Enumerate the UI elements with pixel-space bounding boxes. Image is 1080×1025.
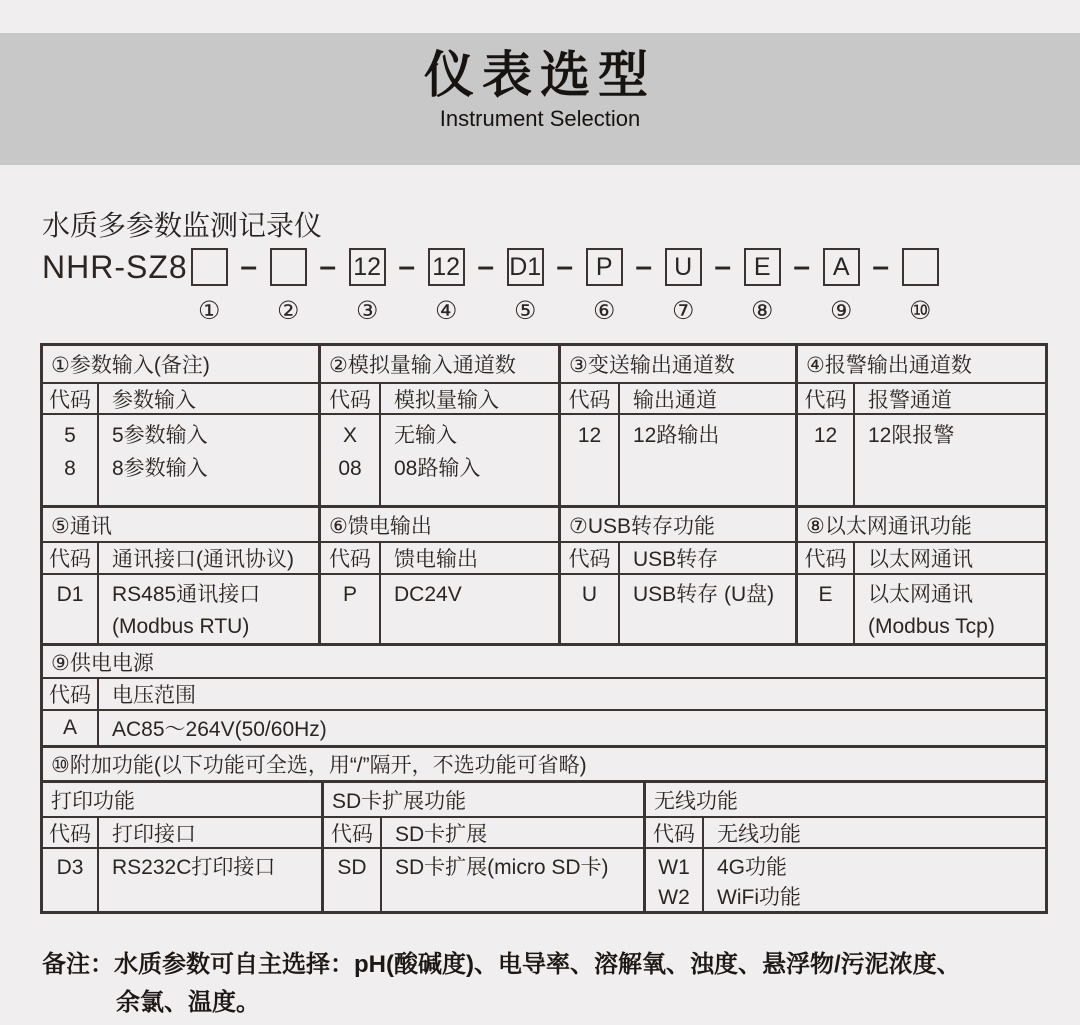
code-value: U <box>581 583 598 606</box>
dash-separator: – <box>319 250 337 283</box>
segment-number-4: ④ <box>434 297 458 325</box>
model-code-box-5: D1 <box>507 248 544 286</box>
band5-sec1-code-label: 代码 <box>43 818 99 849</box>
remark-text: 水质参数可自主选择：pH(酸碱度)、电导率、溶解氧、浊度、悬浮物/污泥浓度、 <box>114 951 961 978</box>
band2-sec2-codes <box>321 575 381 643</box>
model-prefix: NHR-SZ8 <box>42 249 188 285</box>
model-code-box-3: 12 <box>349 248 386 286</box>
band3-code-label: 代码 <box>43 679 99 711</box>
band1-section1-title: ①参数输入(备注) <box>43 346 321 384</box>
band1-sec3-code-label: 代码 <box>561 384 620 415</box>
band2-section1-title: ⑤通讯 <box>43 508 321 543</box>
band2-sec3-code-label: 代码 <box>561 543 620 575</box>
remark-note <box>42 946 961 1022</box>
band5-section3-title: 无线功能 <box>646 783 1045 818</box>
table-band-1 <box>43 346 1045 505</box>
selection-table <box>40 343 1048 914</box>
table-band-5 <box>43 780 1045 911</box>
dash-separator: – <box>635 250 653 283</box>
code-value: 8 <box>64 457 76 480</box>
code-value: D3 <box>56 856 84 879</box>
desc-value: 8参数输入 <box>112 457 208 480</box>
model-code-box-2 <box>270 248 307 286</box>
band5-sec3-desc-label: 无线功能 <box>704 818 1045 849</box>
band2-section2-title: ⑥馈电输出 <box>321 508 561 543</box>
band1-sec2-code-label: 代码 <box>321 384 381 415</box>
segment-number-6: ⑥ <box>592 297 616 325</box>
code-value: W2 <box>658 886 690 909</box>
model-code-box-6: P <box>586 248 623 286</box>
table-band-3 <box>43 643 1045 745</box>
title-banner <box>0 33 1080 165</box>
band1-sec2-codes <box>321 415 381 505</box>
desc-value: 4G功能 <box>717 856 788 879</box>
band3-desc-label: 电压范围 <box>99 679 1045 711</box>
table-band-2 <box>43 505 1045 643</box>
desc-value: 以太网通讯 <box>868 583 973 606</box>
band5-sec2-codes <box>324 849 382 911</box>
model-segment-3 <box>349 248 386 324</box>
model-segment-4 <box>428 248 465 324</box>
band2-sec1-desc-label: 通讯接口(通讯协议) <box>99 543 321 575</box>
code-value: X <box>342 424 357 447</box>
desc-value: SD卡扩展(micro SD卡) <box>395 856 609 879</box>
model-code-row <box>42 248 939 324</box>
model-segment-10 <box>902 248 939 324</box>
code-value: P <box>342 583 357 606</box>
remark-label: 备注： <box>42 951 114 978</box>
dash-separator: – <box>556 250 574 283</box>
desc-value: 08路输入 <box>394 457 481 480</box>
band3-code-value: A <box>43 711 99 745</box>
desc-value: 12限报警 <box>868 424 955 447</box>
band1-sec4-descs <box>855 415 1045 505</box>
desc-value-line2: (Modbus RTU) <box>112 615 250 638</box>
band1-sec2-descs <box>381 415 561 505</box>
desc-value: RS232C打印接口 <box>112 856 276 879</box>
dash-separator: – <box>793 250 811 283</box>
desc-value: 5参数输入 <box>112 424 208 447</box>
band1-section2-title: ②模拟量输入通道数 <box>321 346 561 384</box>
band1-sec4-codes <box>798 415 855 505</box>
segment-number-10: ⑩ <box>908 297 932 325</box>
band2-sec1-code-label: 代码 <box>43 543 99 575</box>
segment-number-7: ⑦ <box>671 297 695 325</box>
band5-sec3-codes <box>646 849 704 911</box>
desc-value: 12路输出 <box>633 424 720 447</box>
page-title: 仪表选型 <box>424 47 656 103</box>
model-code-box-10 <box>902 248 939 286</box>
model-code-box-1 <box>191 248 228 286</box>
segment-number-5: ⑤ <box>513 297 537 325</box>
model-code-box-9: A <box>823 248 860 286</box>
segment-number-9: ⑨ <box>829 297 853 325</box>
code-value: E <box>818 583 833 606</box>
band5-sec2-descs <box>382 849 646 911</box>
band3-desc-value: AC85～264V(50/60Hz) <box>112 718 327 741</box>
code-value: SD <box>337 856 367 879</box>
dash-separator: – <box>398 250 416 283</box>
page-subtitle: Instrument Selection <box>439 106 641 131</box>
desc-value: 无输入 <box>394 424 457 447</box>
dash-separator: – <box>872 250 890 283</box>
code-value: 12 <box>577 424 602 447</box>
band2-sec3-descs <box>620 575 798 643</box>
band2-sec1-descs <box>99 575 321 643</box>
model-code-box-4: 12 <box>428 248 465 286</box>
dash-separator: – <box>477 250 495 283</box>
band5-sec2-code-label: 代码 <box>324 818 382 849</box>
desc-value: USB转存 (U盘) <box>633 583 775 606</box>
band1-sec4-code-label: 代码 <box>798 384 855 415</box>
band1-sec3-codes <box>561 415 620 505</box>
band5-section1-title: 打印功能 <box>43 783 324 818</box>
model-segment-6 <box>586 248 623 324</box>
desc-value-line2: (Modbus Tcp) <box>868 615 995 638</box>
code-value: 12 <box>813 424 838 447</box>
code-value: D1 <box>56 583 84 606</box>
model-segment-1 <box>191 248 228 324</box>
band3-title: ⑨供电电源 <box>43 646 1045 679</box>
band2-sec2-descs <box>381 575 561 643</box>
band5-sec1-descs <box>99 849 324 911</box>
band1-section4-title: ④报警输出通道数 <box>798 346 1045 384</box>
band2-sec4-desc-label: 以太网通讯 <box>855 543 1045 575</box>
code-value: 5 <box>64 424 76 447</box>
segment-number-1: ① <box>197 297 221 325</box>
band1-sec4-desc-label: 报警通道 <box>855 384 1045 415</box>
model-segment-2 <box>270 248 307 324</box>
band2-sec1-codes <box>43 575 99 643</box>
band5-sec1-codes <box>43 849 99 911</box>
product-name: 水质多参数监测记录仪 <box>42 210 323 241</box>
band2-sec2-desc-label: 馈电输出 <box>381 543 561 575</box>
band1-section3-title: ③变送输出通道数 <box>561 346 798 384</box>
band1-sec1-code-label: 代码 <box>43 384 99 415</box>
model-code-box-7: U <box>665 248 702 286</box>
segment-number-2: ② <box>276 297 300 325</box>
band2-sec4-code-label: 代码 <box>798 543 855 575</box>
band1-sec2-desc-label: 模拟量输入 <box>381 384 561 415</box>
model-code-box-8: E <box>744 248 781 286</box>
model-segment-7 <box>665 248 702 324</box>
dash-separator: – <box>240 250 258 283</box>
band1-sec1-descs <box>99 415 321 505</box>
band2-section3-title: ⑦USB转存功能 <box>561 508 798 543</box>
band2-sec4-descs <box>855 575 1045 643</box>
band5-sec3-descs <box>704 849 1045 911</box>
band1-sec1-codes <box>43 415 99 505</box>
remark-line1 <box>42 946 961 984</box>
band1-sec1-desc-label: 参数输入 <box>99 384 321 415</box>
band1-sec3-descs <box>620 415 798 505</box>
model-segment-5 <box>507 248 544 324</box>
band1-sec3-desc-label: 输出通道 <box>620 384 798 415</box>
band2-sec4-codes <box>798 575 855 643</box>
segment-number-3: ③ <box>355 297 379 325</box>
band2-section4-title: ⑧以太网通讯功能 <box>798 508 1045 543</box>
band5-sec2-desc-label: SD卡扩展 <box>382 818 646 849</box>
model-segment-8 <box>744 248 781 324</box>
band5-sec3-code-label: 代码 <box>646 818 704 849</box>
band4-additional-functions-header: ⑩附加功能(以下功能可全选，用“/”隔开，不选功能可省略) <box>43 745 1045 780</box>
band2-sec3-desc-label: USB转存 <box>620 543 798 575</box>
desc-value: WiFi功能 <box>717 886 801 909</box>
segment-number-8: ⑧ <box>750 297 774 325</box>
band5-section2-title: SD卡扩展功能 <box>324 783 646 818</box>
code-value: 08 <box>338 457 362 480</box>
code-value: W1 <box>658 856 690 879</box>
model-segment-9 <box>823 248 860 324</box>
band2-sec3-codes <box>561 575 620 643</box>
band5-sec1-desc-label: 打印接口 <box>99 818 324 849</box>
desc-value: DC24V <box>394 583 462 606</box>
dash-separator: – <box>714 250 732 283</box>
band2-sec2-code-label: 代码 <box>321 543 381 575</box>
desc-value: RS485通讯接口 <box>112 583 261 606</box>
remark-line2: 余氯、温度。 <box>116 989 260 1016</box>
